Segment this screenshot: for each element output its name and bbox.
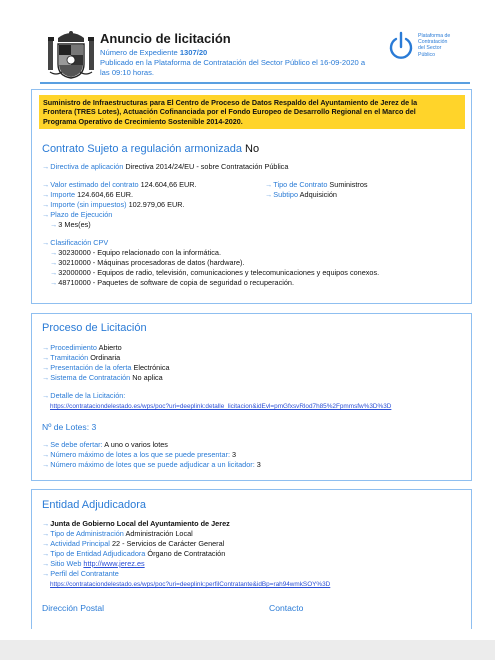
procedimiento-label: Procedimiento <box>50 343 97 352</box>
arrow-icon: → <box>42 549 50 558</box>
contract-title <box>42 143 259 155</box>
arrow-icon: → <box>50 248 58 257</box>
arrow-icon: → <box>42 190 50 199</box>
cpv-code: 48710000 <box>58 278 91 287</box>
page-title: Anuncio de licitación <box>100 31 231 46</box>
published-line-2: las 09:10 horas. <box>100 68 155 77</box>
arrow-icon: → <box>42 210 50 219</box>
plazo-value-row <box>50 220 91 229</box>
arrow-icon: → <box>42 539 50 548</box>
cpv-item <box>50 268 379 277</box>
tipo-entidad-label: Tipo de Entidad Adjudicadora <box>50 549 146 558</box>
sistema-label: Sistema de Contratación <box>50 373 131 382</box>
cpv-label: Clasificación CPV <box>50 238 109 247</box>
cpv-row <box>42 238 108 247</box>
procedimiento-row <box>42 343 122 352</box>
perfil-label: Perfil del Contratante <box>50 569 119 578</box>
presentacion-value: Electrónica <box>133 363 170 372</box>
valor-value: 124.604,66 EUR. <box>140 180 197 189</box>
tipo-entidad-value: Órgano de Contratación <box>147 549 226 558</box>
tipo-contrato-value: Suministros <box>329 180 368 189</box>
importe-value: 124.604,66 EUR. <box>77 190 134 199</box>
entity-name-row <box>42 519 230 528</box>
directiva-row <box>42 162 288 171</box>
tipo-admin-label: Tipo de Administración <box>50 529 124 538</box>
banner-line: Suministro de Infraestructuras para El Centro de Proceso de Datos Respaldo del Ayuntamiento de Jerez de la <box>43 98 418 107</box>
arrow-icon: → <box>42 559 50 568</box>
actividad-value: 22 - Servicios de Carácter General <box>111 539 225 548</box>
max-presentar-row <box>42 450 236 459</box>
arrow-icon: → <box>42 162 50 171</box>
sistema-value: No aplica <box>132 373 163 382</box>
importe-label: Importe <box>50 190 76 199</box>
platform-text-line: Plataforma de <box>418 33 451 39</box>
arrow-icon: → <box>42 460 50 469</box>
max-adjudicar-row <box>42 460 261 469</box>
arrow-icon: → <box>42 373 50 382</box>
detalle-row <box>42 391 125 400</box>
arrow-icon: → <box>50 278 58 287</box>
cpv-item <box>50 278 294 287</box>
subtipo-row <box>265 190 337 199</box>
cpv-code: 30230000 <box>58 248 91 257</box>
tipo-contrato-row <box>265 180 368 189</box>
platform-logo-text <box>418 33 478 58</box>
platform-text-line: del Sector <box>418 45 442 52</box>
detalle-label: Detalle de la Licitación: <box>50 391 126 400</box>
lotes-title: Nº de Lotes: 3 <box>42 422 97 432</box>
process-title: Proceso de Licitación <box>42 322 147 334</box>
arrow-icon: → <box>42 200 50 209</box>
presentacion-row <box>42 363 170 372</box>
cpv-item <box>50 248 221 257</box>
tramitacion-value: Ordinaria <box>90 353 121 362</box>
tipo-contrato-label: Tipo de Contrato <box>273 180 328 189</box>
detalle-link[interactable]: https://contrataciondelestado.es/wps/poc?uri=deeplink:detalle_licitacion&idEvl=pmGfxsvRlod7h85%2Fpmmsfw%3D%3D <box>50 403 392 410</box>
header <box>40 26 475 88</box>
plazo-row <box>42 210 112 219</box>
cpv-desc: - Paquetes de software de copia de seguridad o recuperación. <box>90 278 294 287</box>
sitio-label: Sitio Web <box>50 559 82 568</box>
arrow-icon: → <box>42 519 50 528</box>
actividad-row <box>42 539 224 548</box>
cpv-desc: - Equipo relacionado con la informática. <box>90 248 221 257</box>
arrow-icon: → <box>42 180 50 189</box>
valor-row <box>42 180 197 189</box>
entity-title: Entidad Adjudicadora <box>42 499 146 511</box>
arrow-icon: → <box>42 569 50 578</box>
ofertar-value: A uno o varios lotes <box>104 440 168 449</box>
platform-text-line: Contratación <box>418 39 448 46</box>
max-presentar-label: Número máximo de lotes a los que se puede presentar: <box>50 450 230 459</box>
perfil-row <box>42 569 119 578</box>
directiva-value: Directiva 2014/24/EU - sobre Contratación Pública <box>125 162 289 171</box>
ofertar-label: Se debe ofertar: <box>50 440 103 449</box>
contract-title-value: No <box>245 143 260 155</box>
process-section <box>31 313 472 481</box>
perfil-link[interactable]: https://contrataciondelestado.es/wps/poc?uri=deeplink:perfilContratante&idBp=rah94wmkSOY%3D <box>50 581 331 588</box>
cpv-desc: - Máquinas procesadoras de datos (hardware). <box>90 258 245 267</box>
arrow-icon: → <box>50 268 58 277</box>
arrow-icon: → <box>50 220 58 229</box>
arrow-icon: → <box>42 450 50 459</box>
arrow-icon: → <box>42 343 50 352</box>
cpv-code: 32000000 <box>58 268 91 277</box>
importe-sin-row <box>42 200 185 209</box>
viewer-bottom-band <box>0 640 495 660</box>
tipo-admin-value: Administración Local <box>125 529 193 538</box>
tramitacion-row <box>42 353 120 362</box>
tipo-admin-row <box>42 529 193 538</box>
perfil-link-row <box>50 579 330 589</box>
plazo-value: 3 Mes(es) <box>58 220 91 229</box>
sitio-link[interactable]: http://www.jerez.es <box>83 559 145 568</box>
entity-section <box>31 489 472 629</box>
direccion-title: Dirección Postal <box>42 603 105 613</box>
contacto-title: Contacto <box>269 603 304 613</box>
arrow-icon: → <box>42 238 50 247</box>
ofertar-row <box>42 440 168 449</box>
tipo-entidad-row <box>42 549 225 558</box>
cpv-code: 30210000 <box>58 258 91 267</box>
banner-line: Programa Operativo de Crecimiento Sostenible 2014-2020. <box>43 116 243 126</box>
importe-sin-label: Importe (sin impuestos) <box>50 200 127 209</box>
arrow-icon: → <box>265 180 273 189</box>
power-logo-icon <box>388 30 414 62</box>
spain-coat-of-arms-icon <box>48 30 94 80</box>
tramitacion-label: Tramitación <box>50 353 89 362</box>
cpv-desc: - Equipos de radio, televisión, comunicaciones y telecomunicaciones y equipos conexos. <box>90 268 380 277</box>
contract-title-label: Contrato Sujeto a regulación armonizada <box>42 143 242 155</box>
entity-name: Junta de Gobierno Local del Ayuntamiento de Jerez <box>50 519 230 528</box>
subtipo-value: Adquisición <box>299 190 337 199</box>
valor-label: Valor estimado del contrato <box>50 180 139 189</box>
presentacion-label: Presentación de la oferta <box>50 363 132 372</box>
max-adjudicar-value: 3 <box>256 460 261 469</box>
header-divider <box>40 82 470 84</box>
plazo-label: Plazo de Ejecución <box>50 210 113 219</box>
published-line-1: Publicado en la Plataforma de Contratación del Sector Público el 16-09-2020 a <box>100 58 366 67</box>
arrow-icon: → <box>42 363 50 372</box>
expediente-label: Número de Expediente <box>100 48 178 57</box>
max-adjudicar-label: Número máximo de lotes que se puede adjudicar a un licitador: <box>50 460 255 469</box>
arrow-icon: → <box>42 529 50 538</box>
arrow-icon: → <box>265 190 273 199</box>
arrow-icon: → <box>50 258 58 267</box>
platform-text-line: Público <box>418 51 436 58</box>
banner-line: Frontera (TRES Lotes), Actuación Cofinanciada por el Fondo Europeo de Desarrollo Regional en el Marco del <box>43 107 416 117</box>
object-banner <box>39 95 465 129</box>
expediente-line <box>100 48 385 58</box>
importe-sin-value: 102.979,06 EUR. <box>128 200 185 209</box>
expediente-value: 1307/20 <box>179 48 208 57</box>
contract-section <box>31 89 472 304</box>
cpv-item <box>50 258 245 267</box>
procedimiento-value: Abierto <box>98 343 122 352</box>
actividad-label: Actividad Principal <box>50 539 110 548</box>
sitio-row <box>42 559 145 568</box>
sistema-row <box>42 373 163 382</box>
importe-row <box>42 190 133 199</box>
arrow-icon: → <box>42 440 50 449</box>
max-presentar-value: 3 <box>232 450 237 459</box>
arrow-icon: → <box>42 391 50 400</box>
arrow-icon: → <box>42 353 50 362</box>
subtipo-label: Subtipo <box>273 190 299 199</box>
directiva-label: Directiva de aplicación <box>50 162 124 171</box>
detalle-link-row <box>50 401 391 411</box>
